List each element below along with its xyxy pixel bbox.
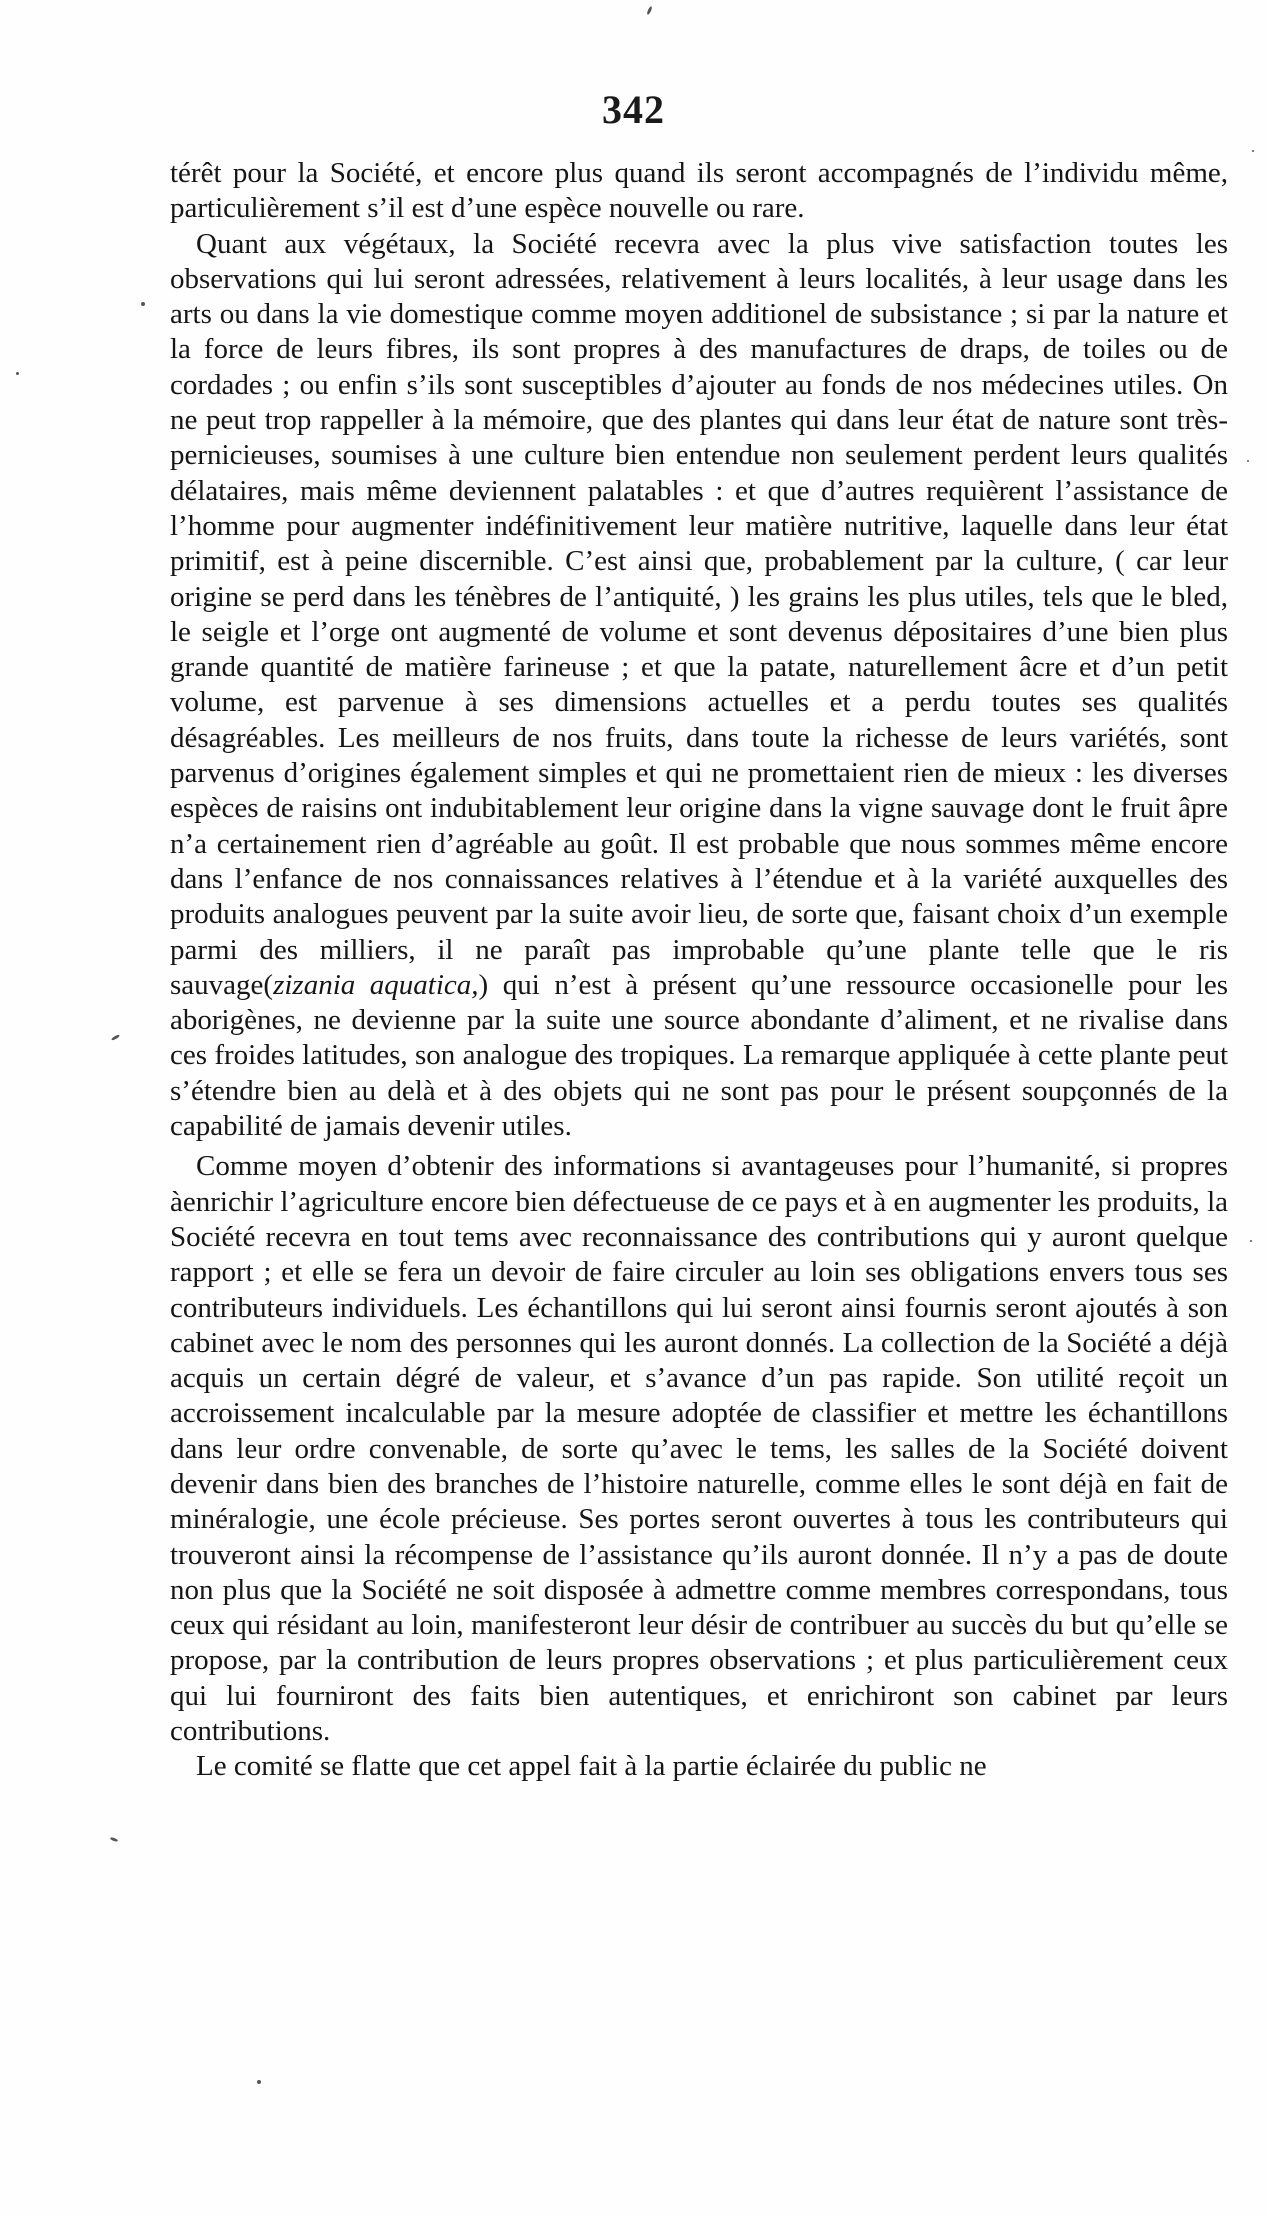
page-number: 342 [602, 87, 665, 132]
scan-speck [257, 2080, 261, 2084]
scan-speck [1252, 150, 1254, 152]
species-name-italic: zizania aquatica, [273, 968, 479, 1001]
paragraph-vegetaux-text-b: ) qui n’est à présent qu’une ressource occasionelle pour les aborigènes, ne devienne par la suite une source abondante d’aliment, et ne rivalise dans ces froides latitudes, son analogue des tropiques. La remarque appliquée à cette plante peut s’étendre bien au delà et à des objets qui ne sont pas pour le présent soupçonnés de la capabilité de jamais devenir utiles. [170, 968, 1228, 1143]
scan-speck [1247, 460, 1249, 462]
scan-speck [646, 6, 653, 15]
scan-speck [110, 1837, 119, 1843]
paragraph-informations: Comme moyen d’obtenir des informations si avantageuses pour l’humanité, si propres àenrichir l’agriculture encore bien défectueuse de ce pays et à en augmenter les produits, la Société recevra en tout tems avec reconnaissance des contributions qui y auront quelque rapport ; et elle se fera un devoir de faire circuler au loin ses obligations envers tous ses contributeurs individuels. Les échantillons qui lui seront ainsi fournis seront ajoutés à son cabinet avec le nom des personnes qui les auront donnés. La collection de la Société a déjà acquis un certain dégré de valeur, et s’avance d’un pas rapide. Son utilité reçoit un accroissement incalculable par la mesure adoptée de classifier et mettre les échantillons dans leur ordre convenable, de sorte qu’avec le tems, les salles de la Société doivent devenir dans bien des branches de l’histoire naturelle, comme elles le sont déjà en fait de minéralogie, une école précieuse. Ses portes seront ouvertes à tous les contributeurs qui trouveront ainsi la récompense de l’assistance qu’ils auront donnée. Il n’y a pas de doute non plus que la Société ne soit disposée à admettre comme membres correspondans, tous ceux qui résidant au loin, manifesteront leur désir de contribuer au succès du but qu’elle se propose, par la contribution de leurs propres observations ; et plus particulièrement ceux qui lui fourniront des faits bien autentiques, et enrichiront son cabinet par leurs contributions. [170, 1150, 1228, 1748]
body-text [170, 156, 1228, 1785]
scan-speck [16, 372, 19, 375]
scan-speck [141, 302, 145, 306]
paragraph-vegetaux-text-a: Quant aux végétaux, la Société recevra avec la plus vive satisfaction toutes les observations qui lui seront adressées, relativement à leurs localités, à leur usage dans les arts ou dans la vie domestique comme moyen additionel de subsistance ; si par la nature et la force de leurs fibres, ils sont propres à des manufactures de draps, de toiles ou de cordades ; ou enfin s’ils sont susceptibles d’ajouter au fonds de nos médecines utiles. On ne peut trop rappeller à la mémoire, que des plantes qui dans leur état de nature sont très-pernicieuses, soumises à une culture bien entendue non seulement perdent leurs qualités délataires, mais même deviennent palatables : et que d’autres requièrent l’assistance de l’homme pour augmenter indéfinitivement leur matière nutritive, laquelle dans leur état primitif, est à peine discernible. C’est ainsi que, probablement par la culture, ( car leur origine se perd dans les ténèbres de l’antiquité, ) les grains les plus utiles, tels que le bled, le seigle et l’orge ont augmenté de volume et sont devenus dépositaires d’une bien plus grande quantité de matière farineuse ; et que la patate, naturellement âcre et d’un petit volume, est parvenue à ses dimensions actuelles et a perdu toutes ses qualités désagréables. Les meilleurs de nos fruits, dans toute la richesse de leurs variétés, sont parvenus d’origines également simples et qui ne promettaient rien de mieux : les diverses espèces de raisins ont indubitablement leur origine dans la vigne sauvage dont le fruit âpre n’a certainement rien d’agréable au goût. Il est probable que nous sommes même encore dans l’enfance de nos connaissances relatives à l’étendue et à la variété auxquelles des produits analogues peuvent par la suite avoir lieu, de sorte que, faisant choix d’un exemple parmi des milliers, il ne paraît pas improbable qu’une plante telle que le ris sauvage( [170, 227, 1228, 1001]
paragraph-continuation: térêt pour la Société, et encore plus quand ils seront accompagnés de l’individu même, particulièrement s’il est d’une espèce nouvelle ou rare. [170, 157, 1228, 225]
scan-speck [111, 1034, 120, 1041]
paragraph-comite: Le comité se flatte que cet appel fait à la partie éclairée du public ne [196, 1750, 987, 1783]
scan-speck [1250, 1240, 1252, 1242]
paragraph-vegetaux [170, 227, 1228, 1145]
